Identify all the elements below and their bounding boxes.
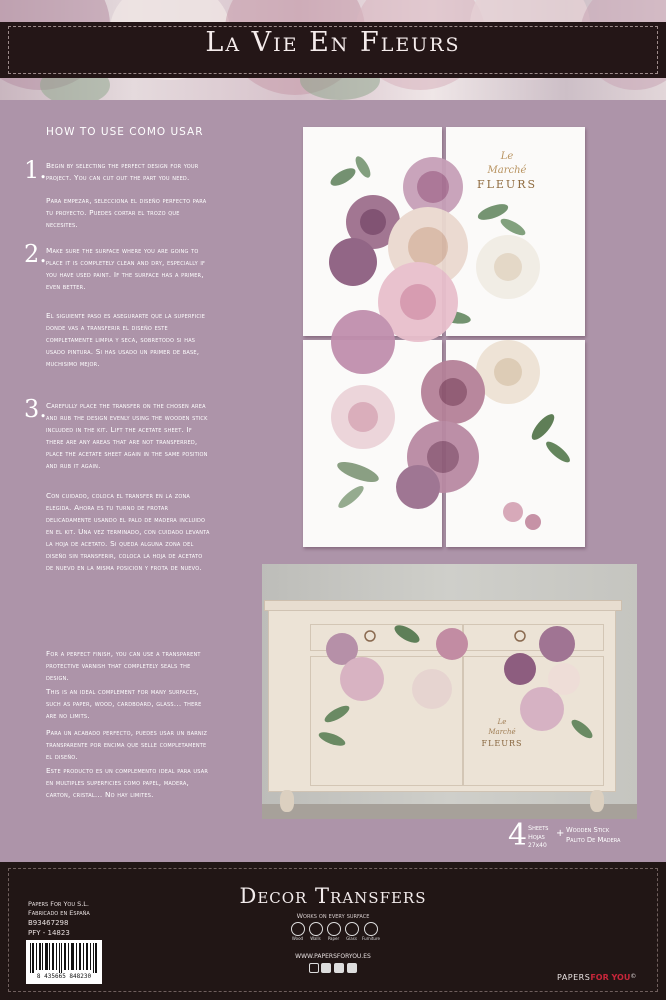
brand-logo-foryou: FOR YOU [590, 973, 631, 982]
step-1-text-es: Para empezar, selecciona el diseño perfecto para tu proyecto. Puedes cortar el trozo que necesites. [46, 196, 207, 229]
email-icon[interactable] [347, 963, 357, 973]
wooden-stick-label: Wooden Stick [566, 826, 610, 834]
youtube-icon[interactable] [334, 963, 344, 973]
transfer-label-fleurs: FLEURS [476, 178, 538, 191]
social-icons [309, 963, 359, 973]
step-2-text-es: El siguiente paso es asegurarte que la superficie donde vas a transferir el diseño este completamente limpia y seca, sobretodo si has usado pintura. Si has usado un primer de base, muchisimo mejor. [46, 311, 206, 368]
photo-label-fleurs: FLEURS [481, 739, 523, 748]
surface-wood [289, 922, 306, 941]
walls-label: Walls [310, 936, 321, 941]
sheet-count: 4 [508, 818, 528, 853]
step-3-text-en: Carefully place the transfer on the chosen area and rub the design evenly using the wooden stick included in the kit. Lift the acetate sheet. If there are any areas that are not transferred, place the acetate sheet again in the same position and rub it again. [46, 401, 208, 470]
footer [0, 862, 666, 1000]
brand-logo-papers: PAPERS [557, 973, 591, 982]
furniture-example-photo [262, 564, 637, 819]
brand-logo [557, 973, 636, 982]
surface-icons [289, 922, 381, 948]
plus-sign: + [556, 828, 565, 839]
step-3-number: 3. [24, 395, 47, 423]
sheet-size: 27x40 [528, 842, 547, 849]
instagram-icon[interactable] [309, 963, 319, 973]
paper-label: Paper [327, 936, 340, 941]
finish-text-en-2: This is an ideal complement for many surfaces, such as paper, wood, cardboard, glass... there are no limits. [46, 687, 202, 720]
step-2-text-en: Make sure the surface where you are going to place it is completely clean and dry, especially if you have used paint. If the surface has a primer, even better. [46, 246, 206, 291]
step-1-text-en: Begin by selecting the perfect design for your project. You can cut out the part you need. [46, 161, 199, 182]
step-3-text-es: Con cuidado, coloca el transfer en la zona elegida. Ahora es tu turno de frotar delicadamente usando el palo de madera incluido en el kit. Una vez terminado, con cuidado levanta la hoja de acetato. Si queda alguna zona del diseño sin transferir, coloca la hoja de acetato de nuevo en la misma posicion y frota de nuevo. [46, 491, 210, 572]
surface-glass [343, 922, 360, 941]
surface-paper [325, 922, 342, 941]
how-to-use-heading: HOW TO USE COMO USAR [46, 126, 204, 138]
wood-icon [291, 922, 305, 936]
surface-furniture [361, 922, 381, 941]
finish-text-es-1: Para un acabado perfecto, puedes usar un barniz transparente por encima que selle completamente el diseño. [46, 728, 208, 761]
glass-icon [345, 922, 359, 936]
product-code: PFY - 14823 [28, 929, 70, 937]
transfer-label-le: Le [500, 151, 514, 162]
product-name: Decor Transfers [239, 884, 427, 908]
facebook-icon[interactable] [321, 963, 331, 973]
palito-label: Palito De Madera [566, 836, 621, 844]
photo-label-le: Le [497, 718, 507, 726]
step-2-number: 2. [24, 240, 47, 268]
finish-text-en-1: For a perfect finish, you can use a transparent protective varnish that completely seals the design. [46, 649, 201, 682]
kit-contents [508, 818, 658, 856]
transfer-sheets-preview [303, 127, 585, 547]
title-banner [0, 22, 666, 78]
peony-bouquet-illustration [303, 127, 585, 547]
walls-icon [309, 922, 323, 936]
company-code: B93467298 [28, 919, 69, 927]
step-1-number: 1. [24, 156, 47, 184]
website-link[interactable]: WWW.PAPERSFORYOU.ES [295, 953, 371, 960]
barcode [26, 940, 102, 984]
paper-icon [327, 922, 341, 936]
tagline: Works on every surface [296, 912, 370, 920]
transfer-label-marche: Marché [487, 165, 527, 176]
sheets-label: Sheets [528, 824, 549, 832]
made-in-label: Fabricado en España [28, 909, 90, 917]
page-title: La Vie En Fleurs [205, 27, 461, 58]
barcode-number: 8 435665 848230 [36, 973, 92, 980]
hojas-label: Hojas [528, 833, 545, 841]
brand-logo-copyright: © [630, 973, 637, 980]
photo-label-marche: Marché [488, 728, 516, 736]
glass-label: Glass [346, 936, 357, 941]
furniture-label: Furniture [362, 936, 380, 941]
wood-label: Wood [291, 936, 304, 941]
surface-walls [307, 922, 324, 941]
company-name: Papers For You S.L. [28, 900, 89, 908]
finish-text-es-2: Este producto es un complemento ideal para usar en multiples superficies como papel, madera, carton, cristal... No hay limites. [46, 766, 209, 799]
furniture-icon [364, 922, 378, 936]
